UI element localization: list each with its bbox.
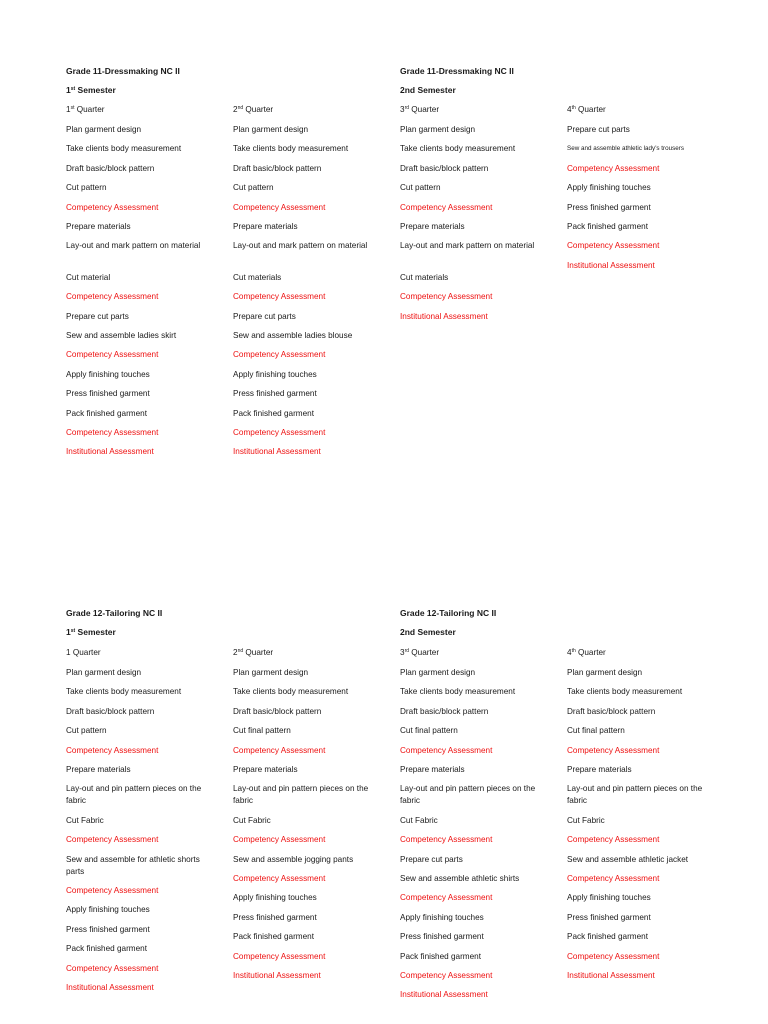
- task-item: Press finished garment: [567, 202, 651, 212]
- task-item: Cut Fabric: [400, 815, 438, 825]
- task-item: Cut pattern: [400, 183, 441, 193]
- grade11-sem2-label: 2nd Semester: [400, 85, 456, 95]
- assessment-item: Competency Assessment: [233, 292, 326, 302]
- assessment-item: Competency Assessment: [400, 835, 493, 845]
- assessment-item: Institutional Assessment: [400, 311, 488, 321]
- task-item: Apply finishing touches: [400, 912, 484, 922]
- task-item: Prepare cut parts: [400, 854, 463, 864]
- assessment-item: Competency Assessment: [66, 350, 159, 360]
- assessment-item: Competency Assessment: [66, 428, 159, 437]
- task-item: Cut material: [66, 272, 111, 282]
- task-item: Plan garment design: [400, 668, 476, 677]
- task-item: Sew and assemble jogging pants: [233, 854, 354, 864]
- task-item: Pack finished garment: [233, 408, 315, 418]
- assessment-item: Competency Assessment: [567, 874, 660, 883]
- task-item: Sew and assemble athletic lady's trousers: [567, 145, 685, 153]
- task-item: Prepare materials: [66, 765, 131, 774]
- task-item: Cut final pattern: [233, 726, 291, 736]
- quarter-heading: 1 Quarter: [66, 648, 101, 657]
- task-item: Draft basic/block pattern: [233, 163, 322, 173]
- assessment-item: Competency Assessment: [233, 428, 326, 437]
- task-item: Sew and assemble ladies skirt: [66, 331, 177, 340]
- task-item: Cut Fabric: [567, 815, 605, 825]
- task-item: Prepare materials: [233, 222, 298, 231]
- task-item: Lay-out and mark pattern on material: [66, 241, 201, 251]
- task-item: Press finished garment: [233, 912, 317, 922]
- assessment-item: Competency Assessment: [66, 745, 159, 755]
- assessment-item: Competency Assessment: [233, 202, 326, 212]
- assessment-item: Competency Assessment: [233, 835, 326, 845]
- grade12-sem2-label: 2nd Semester: [400, 627, 456, 637]
- task-item: Take clients body measurement: [567, 687, 683, 697]
- task-item: Prepare materials: [400, 222, 465, 231]
- grade12-sem1-label: 1st Semester: [66, 627, 116, 637]
- task-item: Draft basic/block pattern: [66, 163, 155, 173]
- assessment-item: Competency Assessment: [400, 971, 493, 980]
- assessment-item: Competency Assessment: [567, 241, 660, 251]
- task-item: Cut final pattern: [567, 726, 625, 736]
- assessment-item: Competency Assessment: [233, 951, 326, 961]
- task-item: Prepare cut parts: [567, 125, 630, 134]
- task-item: Apply finishing touches: [233, 369, 317, 379]
- assessment-item: Competency Assessment: [567, 835, 660, 845]
- task-item: Prepare materials: [233, 765, 298, 774]
- task-item: Cut Fabric: [66, 815, 104, 825]
- task-item: Prepare cut parts: [66, 311, 129, 321]
- assessment-item: Institutional Assessment: [400, 990, 488, 1000]
- task-item: Sew and assemble athletic shirts: [400, 874, 520, 883]
- assessment-item: Competency Assessment: [567, 951, 660, 961]
- assessment-item: Competency Assessment: [66, 886, 159, 895]
- task-item: Pack finished garment: [66, 408, 148, 418]
- grade12-title-sem2: Grade 12-Tailoring NC II: [400, 608, 497, 618]
- task-item: Plan garment design: [400, 125, 476, 134]
- task-item: Apply finishing touches: [567, 893, 651, 903]
- quarter-heading: 4th Quarter: [567, 105, 606, 114]
- assessment-item: Competency Assessment: [66, 202, 159, 212]
- assessment-item: Institutional Assessment: [233, 971, 321, 980]
- assessment-item: Competency Assessment: [400, 292, 493, 302]
- task-item: Press finished garment: [567, 912, 651, 922]
- task-item: Take clients body measurement: [400, 687, 516, 697]
- assessment-item: Competency Assessment: [233, 350, 326, 360]
- assessment-item: Competency Assessment: [567, 163, 660, 173]
- task-item: Plan garment design: [233, 125, 309, 134]
- task-item: Pack finished garment: [567, 222, 649, 231]
- task-item: Cut pattern: [66, 726, 107, 736]
- task-item: Lay-out and pin pattern pieces on the fabric: [567, 784, 703, 806]
- task-item: Press finished garment: [400, 932, 484, 942]
- task-item: Prepare materials: [400, 765, 465, 774]
- task-item: Sew and assemble for athletic shorts parts: [66, 854, 200, 876]
- quarter-heading: 3rd Quarter: [400, 648, 440, 657]
- assessment-item: Institutional Assessment: [567, 260, 655, 270]
- grade11-title-sem2: Grade 11-Dressmaking NC II: [400, 66, 514, 76]
- quarter-heading: 2nd Quarter: [233, 105, 274, 114]
- task-item: Take clients body measurement: [233, 687, 349, 697]
- task-item: Cut materials: [233, 272, 282, 282]
- task-item: Apply finishing touches: [233, 893, 317, 903]
- task-item: Plan garment design: [66, 125, 142, 134]
- assessment-item: Competency Assessment: [400, 745, 493, 755]
- task-item: Plan garment design: [567, 668, 643, 677]
- assessment-item: Competency Assessment: [66, 835, 159, 845]
- task-item: Prepare cut parts: [233, 311, 296, 321]
- grade11-title-sem1: Grade 11-Dressmaking NC II: [66, 66, 180, 76]
- task-item: Plan garment design: [233, 668, 309, 677]
- task-item: Press finished garment: [66, 924, 150, 934]
- task-item: Cut Fabric: [233, 815, 271, 825]
- task-item: Take clients body measurement: [400, 144, 516, 154]
- quarter-heading: 4th Quarter: [567, 648, 606, 657]
- task-item: Sew and assemble ladies blouse: [233, 331, 353, 340]
- quarter-heading: 3rd Quarter: [400, 105, 440, 114]
- task-item: Sew and assemble athletic jacket: [567, 854, 689, 864]
- task-item: Apply finishing touches: [567, 183, 651, 193]
- task-item: Draft basic/block pattern: [233, 706, 322, 716]
- task-item: Cut pattern: [233, 183, 274, 193]
- task-item: Pack finished garment: [66, 944, 148, 954]
- assessment-item: Competency Assessment: [66, 292, 159, 302]
- task-item: Pack finished garment: [233, 932, 315, 942]
- task-item: Plan garment design: [66, 668, 142, 677]
- assessment-item: Competency Assessment: [400, 893, 493, 903]
- task-item: Press finished garment: [233, 389, 317, 399]
- task-item: Take clients body measurement: [66, 144, 182, 154]
- task-item: Lay-out and pin pattern pieces on the fabric: [233, 784, 369, 806]
- task-item: Take clients body measurement: [66, 687, 182, 697]
- task-item: Draft basic/block pattern: [400, 163, 489, 173]
- task-item: Pack finished garment: [400, 951, 482, 961]
- quarter-heading: 1st Quarter: [66, 105, 105, 114]
- grade11-sem1-label: 1st Semester: [66, 85, 116, 95]
- task-item: Lay-out and mark pattern on material: [400, 241, 535, 251]
- assessment-item: Institutional Assessment: [567, 971, 655, 980]
- task-item: Lay-out and mark pattern on material: [233, 241, 368, 251]
- task-item: Apply finishing touches: [66, 369, 150, 379]
- quarter-heading: 2nd Quarter: [233, 648, 274, 657]
- assessment-item: Institutional Assessment: [66, 447, 154, 457]
- task-item: Prepare materials: [66, 222, 131, 231]
- task-item: Draft basic/block pattern: [400, 706, 489, 716]
- task-item: Press finished garment: [66, 389, 150, 399]
- assessment-item: Competency Assessment: [400, 202, 493, 212]
- task-item: Take clients body measurement: [233, 144, 349, 154]
- assessment-item: Institutional Assessment: [233, 447, 321, 457]
- task-item: Pack finished garment: [567, 932, 649, 942]
- task-item: Lay-out and pin pattern pieces on the fabric: [400, 784, 536, 806]
- assessment-item: Competency Assessment: [66, 963, 159, 973]
- assessment-item: Competency Assessment: [233, 874, 326, 883]
- task-item: Prepare materials: [567, 765, 632, 774]
- task-item: Lay-out and pin pattern pieces on the fabric: [66, 784, 202, 806]
- task-item: Draft basic/block pattern: [66, 706, 155, 716]
- task-item: Cut materials: [400, 272, 449, 282]
- task-item: Draft basic/block pattern: [567, 706, 656, 716]
- task-item: Cut pattern: [66, 183, 107, 193]
- task-item: Apply finishing touches: [66, 905, 150, 915]
- assessment-item: Competency Assessment: [233, 745, 326, 755]
- grade12-title-sem1: Grade 12-Tailoring NC II: [66, 608, 163, 618]
- assessment-item: Competency Assessment: [567, 745, 660, 755]
- task-item: Cut final pattern: [400, 726, 458, 736]
- assessment-item: Institutional Assessment: [66, 983, 154, 992]
